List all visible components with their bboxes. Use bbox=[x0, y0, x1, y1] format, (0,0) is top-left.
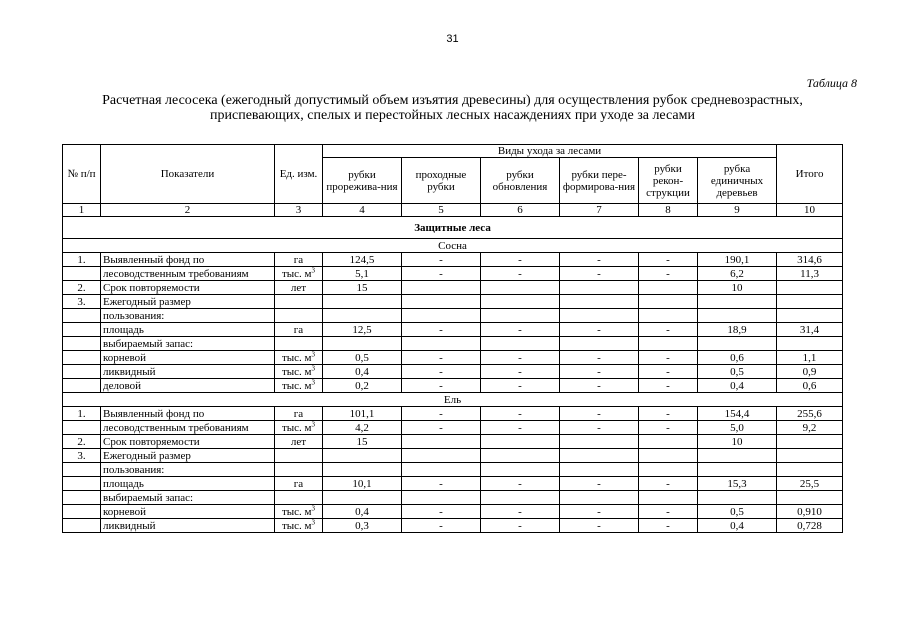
header-type-thinning: рубки прорежива-ния bbox=[323, 158, 402, 204]
column-number: 8 bbox=[639, 204, 698, 217]
row-value: 190,1 bbox=[698, 253, 777, 267]
row-value: - bbox=[639, 379, 698, 393]
row-value: - bbox=[639, 505, 698, 519]
row-value bbox=[560, 309, 639, 323]
table-row bbox=[63, 323, 843, 337]
row-value: 0,4 bbox=[323, 365, 402, 379]
subsection-title: Сосна bbox=[63, 239, 843, 253]
row-indicator: Ежегодный размер bbox=[101, 295, 275, 309]
unit-superscript: 3 bbox=[311, 420, 316, 428]
row-unit bbox=[275, 421, 323, 435]
row-unit bbox=[275, 309, 323, 323]
row-value bbox=[323, 309, 402, 323]
row-unit bbox=[275, 267, 323, 281]
header-type-reconstruction: рубки рекон-струкции bbox=[639, 158, 698, 204]
row-value bbox=[323, 295, 402, 309]
table-row bbox=[63, 491, 843, 505]
row-value: - bbox=[481, 407, 560, 421]
row-indicator: выбираемый запас: bbox=[101, 337, 275, 351]
unit-superscript: 3 bbox=[311, 378, 316, 386]
row-num bbox=[63, 267, 101, 281]
row-value: - bbox=[481, 477, 560, 491]
row-unit bbox=[275, 449, 323, 463]
row-value: - bbox=[639, 421, 698, 435]
row-value: 15 bbox=[323, 281, 402, 295]
header-num: № п/п bbox=[63, 145, 101, 204]
row-value: 5,1 bbox=[323, 267, 402, 281]
table-label: Таблица 8 bbox=[806, 76, 857, 90]
row-unit bbox=[275, 281, 323, 295]
unit-text: тыс. м bbox=[281, 267, 312, 280]
row-total bbox=[777, 281, 843, 295]
row-value bbox=[560, 295, 639, 309]
row-value: 15,3 bbox=[698, 477, 777, 491]
row-total: 255,6 bbox=[777, 407, 843, 421]
row-value bbox=[402, 337, 481, 351]
row-num bbox=[63, 337, 101, 351]
unit-text: тыс. м bbox=[281, 519, 312, 532]
row-value: - bbox=[481, 253, 560, 267]
row-value bbox=[560, 449, 639, 463]
row-value bbox=[639, 435, 698, 449]
row-value: 0,4 bbox=[698, 519, 777, 533]
row-indicator: Срок повторяемости bbox=[101, 435, 275, 449]
column-number: 1 bbox=[63, 204, 101, 217]
row-num bbox=[63, 491, 101, 505]
row-value: - bbox=[481, 365, 560, 379]
row-value bbox=[698, 463, 777, 477]
column-number: 3 bbox=[275, 204, 323, 217]
row-total bbox=[777, 309, 843, 323]
row-value: 15 bbox=[323, 435, 402, 449]
row-value: - bbox=[402, 351, 481, 365]
table-row bbox=[63, 351, 843, 365]
header-type-single-tree: рубка единичных деревьев bbox=[698, 158, 777, 204]
row-value bbox=[323, 337, 402, 351]
row-num bbox=[63, 519, 101, 533]
row-value bbox=[698, 449, 777, 463]
row-value: - bbox=[481, 519, 560, 533]
row-value: - bbox=[481, 421, 560, 435]
table-row bbox=[63, 435, 843, 449]
row-num: 3. bbox=[63, 295, 101, 309]
header-care-types-group: Виды ухода за лесами bbox=[323, 145, 777, 158]
row-value: 0,5 bbox=[698, 365, 777, 379]
row-indicator: пользования: bbox=[101, 463, 275, 477]
row-value: - bbox=[402, 267, 481, 281]
row-value: - bbox=[639, 267, 698, 281]
column-number: 7 bbox=[560, 204, 639, 217]
row-value: 101,1 bbox=[323, 407, 402, 421]
unit-superscript: 3 bbox=[311, 364, 316, 372]
table-row bbox=[63, 463, 843, 477]
row-num: 2. bbox=[63, 281, 101, 295]
unit-text: га bbox=[293, 477, 304, 490]
row-unit bbox=[275, 505, 323, 519]
table-row bbox=[63, 477, 843, 491]
row-value: - bbox=[639, 519, 698, 533]
column-number: 9 bbox=[698, 204, 777, 217]
row-value: 0,5 bbox=[698, 505, 777, 519]
subsection-header-row bbox=[63, 239, 843, 253]
row-value: - bbox=[560, 351, 639, 365]
row-num bbox=[63, 477, 101, 491]
row-value: - bbox=[639, 253, 698, 267]
column-number: 5 bbox=[402, 204, 481, 217]
row-unit bbox=[275, 253, 323, 267]
unit-text: га bbox=[293, 407, 304, 420]
subsection-title: Ель bbox=[63, 393, 843, 407]
row-value: - bbox=[560, 267, 639, 281]
row-value bbox=[323, 449, 402, 463]
row-value: 10 bbox=[698, 435, 777, 449]
column-number: 10 bbox=[777, 204, 843, 217]
row-value bbox=[560, 281, 639, 295]
row-unit bbox=[275, 407, 323, 421]
row-value bbox=[402, 491, 481, 505]
subsection-header-row bbox=[63, 393, 843, 407]
row-total bbox=[777, 435, 843, 449]
unit-text: тыс. м bbox=[281, 421, 312, 434]
row-value: - bbox=[481, 267, 560, 281]
table-row bbox=[63, 519, 843, 533]
row-total bbox=[777, 491, 843, 505]
row-value: - bbox=[560, 365, 639, 379]
row-value: - bbox=[481, 351, 560, 365]
document-title bbox=[48, 93, 857, 123]
row-total: 11,3 bbox=[777, 267, 843, 281]
table-row bbox=[63, 295, 843, 309]
row-unit bbox=[275, 351, 323, 365]
row-total: 1,1 bbox=[777, 351, 843, 365]
row-value: - bbox=[481, 379, 560, 393]
row-value: - bbox=[402, 379, 481, 393]
row-value bbox=[481, 281, 560, 295]
table-row bbox=[63, 337, 843, 351]
column-number: 4 bbox=[323, 204, 402, 217]
row-value bbox=[481, 309, 560, 323]
row-num: 1. bbox=[63, 253, 101, 267]
row-value: - bbox=[402, 365, 481, 379]
row-total: 0,6 bbox=[777, 379, 843, 393]
row-unit bbox=[275, 491, 323, 505]
header-total: Итого bbox=[777, 145, 843, 204]
row-value bbox=[639, 309, 698, 323]
row-value bbox=[323, 463, 402, 477]
row-indicator: площадь bbox=[101, 323, 275, 337]
unit-text: тыс. м bbox=[281, 351, 312, 364]
table-row bbox=[63, 407, 843, 421]
row-value: 5,0 bbox=[698, 421, 777, 435]
row-value: - bbox=[560, 505, 639, 519]
unit-text: лет bbox=[290, 281, 307, 294]
unit-text: га bbox=[293, 323, 304, 336]
unit-text: га bbox=[293, 253, 304, 266]
row-value: - bbox=[639, 407, 698, 421]
row-value: - bbox=[639, 365, 698, 379]
row-total: 0,728 bbox=[777, 519, 843, 533]
row-value bbox=[639, 463, 698, 477]
row-value: - bbox=[402, 253, 481, 267]
row-value: 154,4 bbox=[698, 407, 777, 421]
table-row bbox=[63, 449, 843, 463]
row-value: - bbox=[560, 407, 639, 421]
table-row bbox=[63, 253, 843, 267]
row-indicator: Срок повторяемости bbox=[101, 281, 275, 295]
row-value: 0,4 bbox=[323, 505, 402, 519]
header-type-reformation: рубки пере-формирова-ния bbox=[560, 158, 639, 204]
row-num: 2. bbox=[63, 435, 101, 449]
row-total bbox=[777, 449, 843, 463]
row-total: 0,910 bbox=[777, 505, 843, 519]
row-value bbox=[402, 295, 481, 309]
row-value bbox=[698, 337, 777, 351]
row-total: 31,4 bbox=[777, 323, 843, 337]
row-unit bbox=[275, 519, 323, 533]
row-total: 314,6 bbox=[777, 253, 843, 267]
row-value: - bbox=[402, 505, 481, 519]
row-indicator: площадь bbox=[101, 477, 275, 491]
row-value: - bbox=[481, 323, 560, 337]
row-value: 0,4 bbox=[698, 379, 777, 393]
row-value: - bbox=[481, 505, 560, 519]
row-value bbox=[481, 337, 560, 351]
row-value bbox=[639, 449, 698, 463]
row-num bbox=[63, 323, 101, 337]
row-indicator: ликвидный bbox=[101, 519, 275, 533]
row-value bbox=[560, 435, 639, 449]
row-value: - bbox=[560, 421, 639, 435]
unit-text: тыс. м bbox=[281, 505, 312, 518]
page-number: 31 bbox=[446, 33, 459, 45]
row-value: 10 bbox=[698, 281, 777, 295]
row-unit bbox=[275, 435, 323, 449]
header-unit: Ед. изм. bbox=[275, 145, 323, 204]
row-num bbox=[63, 463, 101, 477]
row-value bbox=[639, 491, 698, 505]
row-unit bbox=[275, 365, 323, 379]
table-row bbox=[63, 267, 843, 281]
row-value: 4,2 bbox=[323, 421, 402, 435]
row-indicator: корневой bbox=[101, 351, 275, 365]
unit-text: тыс. м bbox=[281, 365, 312, 378]
row-num bbox=[63, 309, 101, 323]
row-total: 9,2 bbox=[777, 421, 843, 435]
row-num bbox=[63, 421, 101, 435]
unit-superscript: 3 bbox=[311, 350, 316, 358]
table-row bbox=[63, 505, 843, 519]
row-value bbox=[481, 463, 560, 477]
table-row bbox=[63, 281, 843, 295]
row-value: 12,5 bbox=[323, 323, 402, 337]
logging-table bbox=[62, 144, 843, 533]
row-unit bbox=[275, 337, 323, 351]
header-type-passing: проходные рубки bbox=[402, 158, 481, 204]
row-unit bbox=[275, 463, 323, 477]
row-value bbox=[639, 295, 698, 309]
unit-superscript: 3 bbox=[311, 518, 316, 526]
unit-text: тыс. м bbox=[281, 379, 312, 392]
row-value: - bbox=[639, 323, 698, 337]
row-num bbox=[63, 505, 101, 519]
row-unit bbox=[275, 323, 323, 337]
table-row bbox=[63, 309, 843, 323]
table-row bbox=[63, 421, 843, 435]
row-value: - bbox=[560, 379, 639, 393]
table-row bbox=[63, 379, 843, 393]
row-value bbox=[402, 435, 481, 449]
row-value bbox=[698, 309, 777, 323]
row-value: - bbox=[402, 407, 481, 421]
header-indicator: Показатели bbox=[101, 145, 275, 204]
row-value: 0,3 bbox=[323, 519, 402, 533]
row-value: - bbox=[402, 519, 481, 533]
row-value: - bbox=[402, 323, 481, 337]
unit-text: лет bbox=[290, 435, 307, 448]
row-value: 6,2 bbox=[698, 267, 777, 281]
row-indicator: Ежегодный размер bbox=[101, 449, 275, 463]
section-title: Защитные леса bbox=[63, 217, 843, 239]
row-value: 0,5 bbox=[323, 351, 402, 365]
row-indicator: Выявленный фонд по bbox=[101, 407, 275, 421]
row-total bbox=[777, 295, 843, 309]
row-value bbox=[402, 463, 481, 477]
row-value bbox=[323, 491, 402, 505]
column-number: 2 bbox=[101, 204, 275, 217]
unit-superscript: 3 bbox=[311, 266, 316, 274]
row-indicator: лесоводственным требованиям bbox=[101, 421, 275, 435]
row-value: 124,5 bbox=[323, 253, 402, 267]
row-num: 1. bbox=[63, 407, 101, 421]
row-indicator: корневой bbox=[101, 505, 275, 519]
row-indicator: пользования: bbox=[101, 309, 275, 323]
row-value bbox=[481, 295, 560, 309]
title-line: Расчетная лесосека (ежегодный допустимый объем изъятия древесины) для осуществления рубок средневозрастных, bbox=[102, 93, 803, 108]
row-indicator: лесоводственным требованиям bbox=[101, 267, 275, 281]
row-num bbox=[63, 365, 101, 379]
row-value: - bbox=[560, 323, 639, 337]
row-value bbox=[481, 449, 560, 463]
row-value bbox=[698, 491, 777, 505]
row-value bbox=[402, 449, 481, 463]
row-value bbox=[402, 309, 481, 323]
row-total bbox=[777, 463, 843, 477]
unit-superscript: 3 bbox=[311, 504, 316, 512]
row-total: 25,5 bbox=[777, 477, 843, 491]
row-num bbox=[63, 379, 101, 393]
row-total bbox=[777, 337, 843, 351]
row-value: 0,6 bbox=[698, 351, 777, 365]
row-value: - bbox=[560, 519, 639, 533]
row-indicator: Выявленный фонд по bbox=[101, 253, 275, 267]
title-line: приспевающих, спелых и перестойных лесных насаждениях при уходе за лесами bbox=[210, 108, 695, 123]
header-type-renewal: рубки обновления bbox=[481, 158, 560, 204]
row-value bbox=[402, 281, 481, 295]
row-unit bbox=[275, 295, 323, 309]
table-row bbox=[63, 365, 843, 379]
row-indicator: ликвидный bbox=[101, 365, 275, 379]
row-value: 10,1 bbox=[323, 477, 402, 491]
row-unit bbox=[275, 379, 323, 393]
row-num bbox=[63, 351, 101, 365]
row-value: 0,2 bbox=[323, 379, 402, 393]
row-value: 18,9 bbox=[698, 323, 777, 337]
row-unit bbox=[275, 477, 323, 491]
row-value: - bbox=[639, 351, 698, 365]
row-value bbox=[639, 337, 698, 351]
row-value: - bbox=[639, 477, 698, 491]
row-value bbox=[481, 491, 560, 505]
row-value bbox=[560, 491, 639, 505]
row-value bbox=[560, 337, 639, 351]
row-value bbox=[481, 435, 560, 449]
row-indicator: деловой bbox=[101, 379, 275, 393]
row-total: 0,9 bbox=[777, 365, 843, 379]
row-value bbox=[639, 281, 698, 295]
column-number: 6 bbox=[481, 204, 560, 217]
row-value: - bbox=[560, 253, 639, 267]
row-value: - bbox=[402, 477, 481, 491]
row-value bbox=[560, 463, 639, 477]
row-value: - bbox=[402, 421, 481, 435]
row-num: 3. bbox=[63, 449, 101, 463]
row-indicator: выбираемый запас: bbox=[101, 491, 275, 505]
row-value: - bbox=[560, 477, 639, 491]
row-value bbox=[698, 295, 777, 309]
